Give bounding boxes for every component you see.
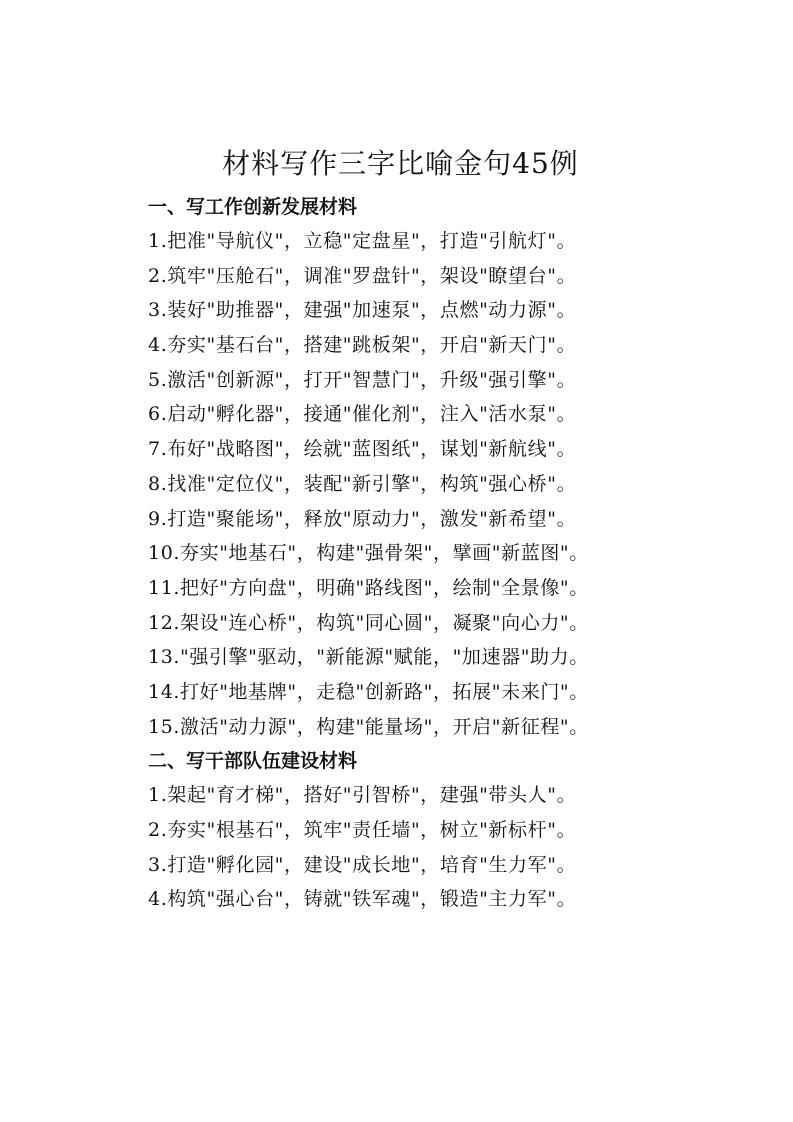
list-item: 14.打好"地基牌"，走稳"创新路"，拓展"未来门"。	[148, 680, 589, 703]
list-item: 11.把好"方向盘"，明确"路线图"，绘制"全景像"。	[148, 576, 589, 599]
list-item: 4.构筑"强心台"，铸就"铁军魂"，锻造"主力军"。	[148, 888, 577, 911]
list-item: 2.夯实"根基石"，筑牢"责任墙"，树立"新标杆"。	[148, 819, 577, 841]
document-title: 材料写作三字比喻金句45例	[222, 147, 579, 180]
list-item: 8.找准"定位仪"，装配"新引擎"，构筑"强心桥"。	[148, 472, 577, 495]
section-heading: 一、写工作创新发展材料	[148, 196, 358, 218]
list-item: 1.架起"育才梯"，搭好"引智桥"，建强"带头人"。	[148, 784, 577, 807]
list-item: 3.装好"助推器"，建强"加速泵"，点燃"动力源"。	[148, 299, 577, 322]
list-item: 6.启动"孵化器"，接通"催化剂"，注入"活水泵"。	[148, 403, 577, 426]
list-item: 12.架设"连心桥"，构筑"同心圆"，凝聚"向心力"。	[148, 611, 589, 634]
list-item: 7.布好"战略图"，绘就"蓝图纸"，谋划"新航线"。	[148, 438, 577, 461]
list-item: 4.夯实"基石台"，搭建"跳板架"，开启"新天门"。	[148, 334, 577, 357]
list-item: 10.夯实"地基石"，构建"强骨架"，擘画"新蓝图"。	[148, 542, 589, 565]
list-item: 3.打造"孵化园"，建设"成长地"，培育"生力军"。	[148, 853, 577, 876]
list-item: 2.筑牢"压舱石"，调准"罗盘针"，架设"瞭望台"。	[148, 264, 577, 287]
list-item: 9.打造"聚能场"，释放"原动力"，激发"新希望"。	[148, 507, 577, 530]
list-item: 15.激活"动力源"，构建"能量场"，开启"新征程"。	[148, 715, 589, 738]
section-heading: 二、写干部队伍建设材料	[148, 750, 358, 773]
list-item: 13."强引擎"驱动，"新能源"赋能，"加速器"助力。	[148, 646, 589, 669]
list-item: 5.激活"创新源"，打开"智慧门"，升级"强引擎"。	[148, 368, 577, 391]
list-item: 1.把准"导航仪"，立稳"定盘星"，打造"引航灯"。	[148, 230, 577, 252]
document-body	[148, 190, 788, 917]
